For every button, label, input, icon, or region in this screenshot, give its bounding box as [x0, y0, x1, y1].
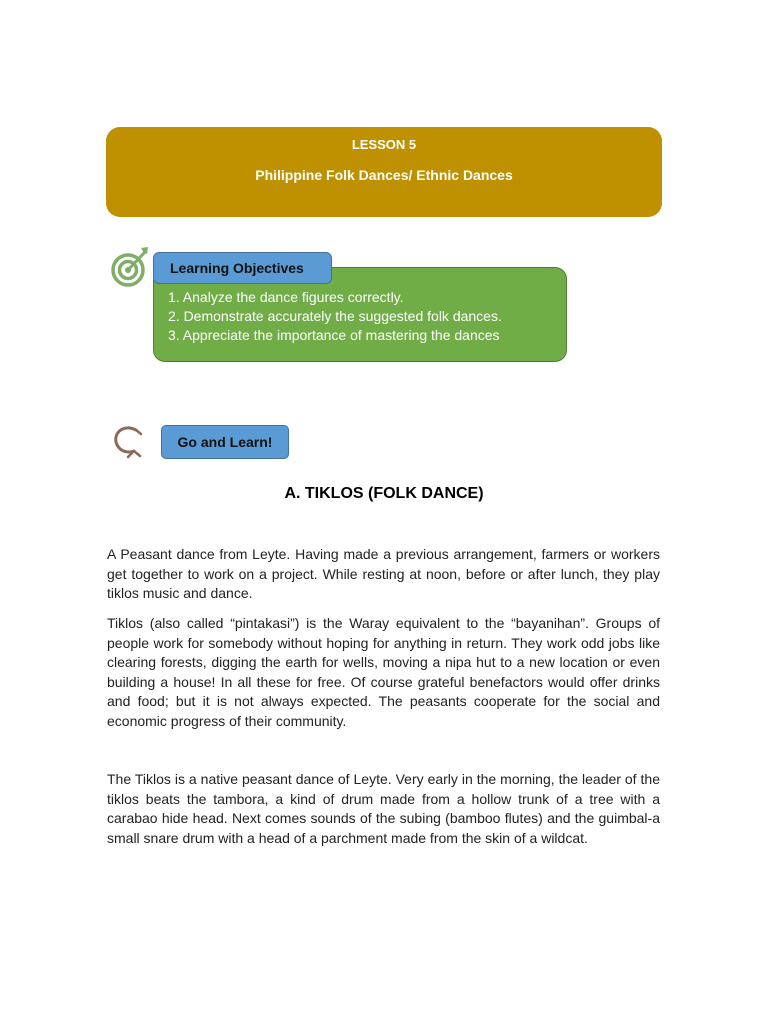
paragraph: A Peasant dance from Leyte. Having made a previous arrangement, farmers or workers get together to work on a project. While resting at noon, before or after lunch, they play tiklos music and dance. [107, 546, 660, 601]
learning-objectives-label: Learning Objectives [153, 252, 332, 284]
section-heading: A. TIKLOS (FOLK DANCE) [284, 485, 484, 502]
go-and-learn-label: Go and Learn! [161, 425, 289, 459]
paragraph: Tiklos (also called “pintakasi”) is the Waray equivalent to the “bayanihan”. Groups of people work for somebody without hoping for anything in return. They work odd jobs like clearing forests, digging the earth for wells, moving a nipa hut to a new location or even building a house! In all these for free. Of course grateful benefactors would offer drinks and food; but it is not always expected. The peasants cooperate for the social and economic progress of their community. [107, 615, 660, 729]
paragraph: The Tiklos is a native peasant dance of Leyte. Very early in the morning, the leader of the tiklos beats the tambora, a kind of drum made from a hollow trunk of a tree with a carabao hide head. Next comes sounds of the subing (bamboo flutes) and the guimbal-a small snare drum with a head of a parchment made from the skin of a wildcat. [107, 771, 660, 846]
lesson-banner [106, 127, 662, 217]
lesson-number: LESSON 5 [351, 137, 417, 152]
objectives-list [168, 288, 502, 345]
lesson-title: Philippine Folk Dances/ Ethnic Dances [255, 167, 513, 183]
objective-item: 2. Demonstrate accurately the suggested folk dances. [168, 308, 502, 324]
objective-item: 3. Appreciate the importance of mastering the dances [168, 327, 500, 343]
hook-icon [110, 424, 150, 460]
objective-item: 1. Analyze the dance figures correctly. [168, 289, 404, 305]
target-icon [106, 243, 154, 291]
